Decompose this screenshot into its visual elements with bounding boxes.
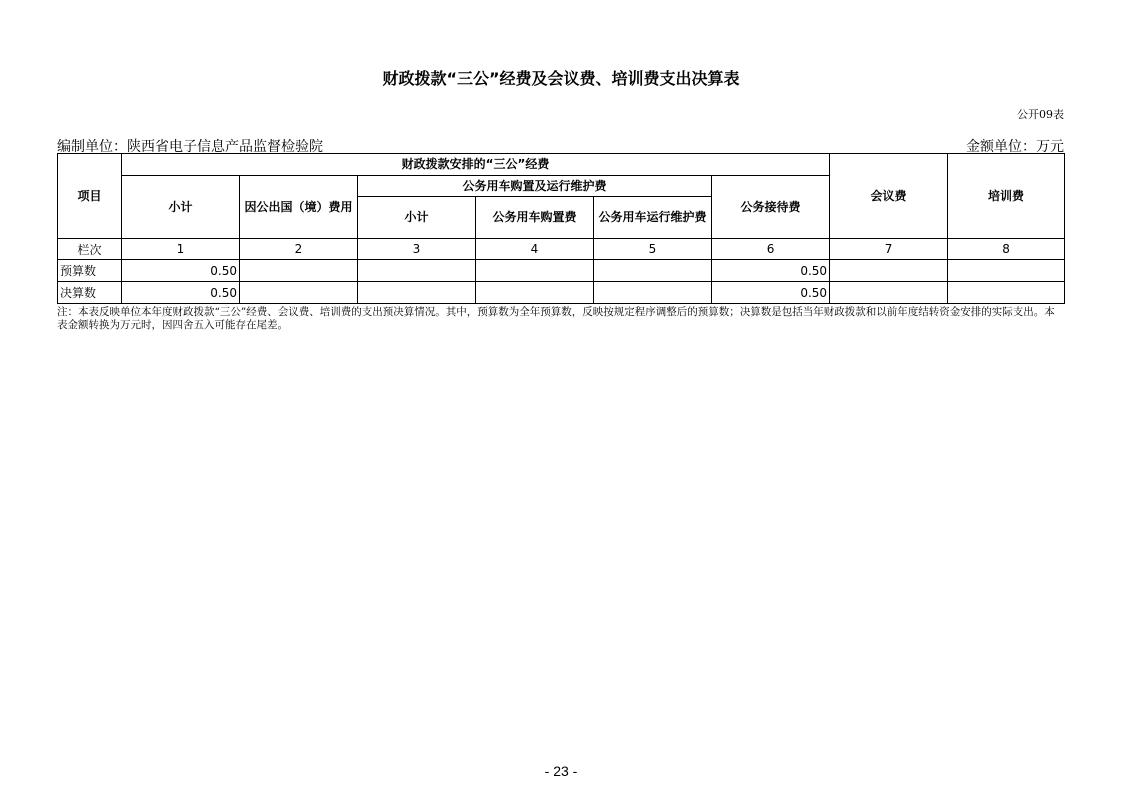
column-number: 2 [240,239,358,260]
header-three-public-group: 财政拨款安排的“三公”经费 [122,154,830,176]
table-cell [948,282,1065,304]
table-cell [830,260,948,282]
column-number: 5 [594,239,712,260]
compiling-unit: 编制单位：陕西省电子信息产品监督检验院 [57,139,323,155]
page-number: - 23 - [544,763,578,779]
header-abroad: 因公出国（境）费用 [240,176,358,239]
header-reception: 公务接待费 [712,176,830,239]
header-vehicle-group: 公务用车购置及运行维护费 [358,176,712,197]
header-meeting: 会议费 [830,154,948,239]
header-vehicle-subtotal: 小计 [358,197,476,239]
column-number: 6 [712,239,830,260]
column-number: 8 [948,239,1065,260]
table-cell [594,260,712,282]
form-number: 公开09表 [1017,108,1064,121]
table-row [58,239,1065,260]
table-cell [594,282,712,304]
table-cell [240,260,358,282]
row-label: 决算数 [58,282,122,304]
table-cell [948,260,1065,282]
table-cell: 0.50 [122,260,240,282]
header-training: 培训费 [948,154,1065,239]
header-vehicle-operation: 公务用车运行维护费 [594,197,712,239]
expenditure-table [57,153,1065,304]
table-cell: 0.50 [712,282,830,304]
header-item: 项目 [58,154,122,239]
column-number: 1 [122,239,240,260]
table-cell [476,260,594,282]
header-subtotal: 小计 [122,176,240,239]
table-row [58,260,1065,282]
column-number: 4 [476,239,594,260]
table-note: 注：本表反映单位本年度财政拨款“三公”经费、会议费、培训费的支出预决算情况。其中，预算数为全年预算数，反映按规定程序调整后的预算数；决算数是包括当年财政拨款和以前年度结转资金安排的实际支出。本表金额转换为万元时，因四舍五入可能存在尾差。 [57,306,1055,331]
column-number: 7 [830,239,948,260]
row-label: 栏次 [58,239,122,260]
table-cell [240,282,358,304]
row-label: 预算数 [58,260,122,282]
table-cell [830,282,948,304]
table-cell [358,282,476,304]
table-cell: 0.50 [122,282,240,304]
column-number: 3 [358,239,476,260]
header-vehicle-purchase: 公务用车购置费 [476,197,594,239]
table-cell: 0.50 [712,260,830,282]
table-cell [358,260,476,282]
page-title: 财政拨款“三公”经费及会议费、培训费支出决算表 [382,69,740,88]
amount-unit: 金额单位：万元 [966,139,1064,155]
table-cell [476,282,594,304]
table-row [58,282,1065,304]
